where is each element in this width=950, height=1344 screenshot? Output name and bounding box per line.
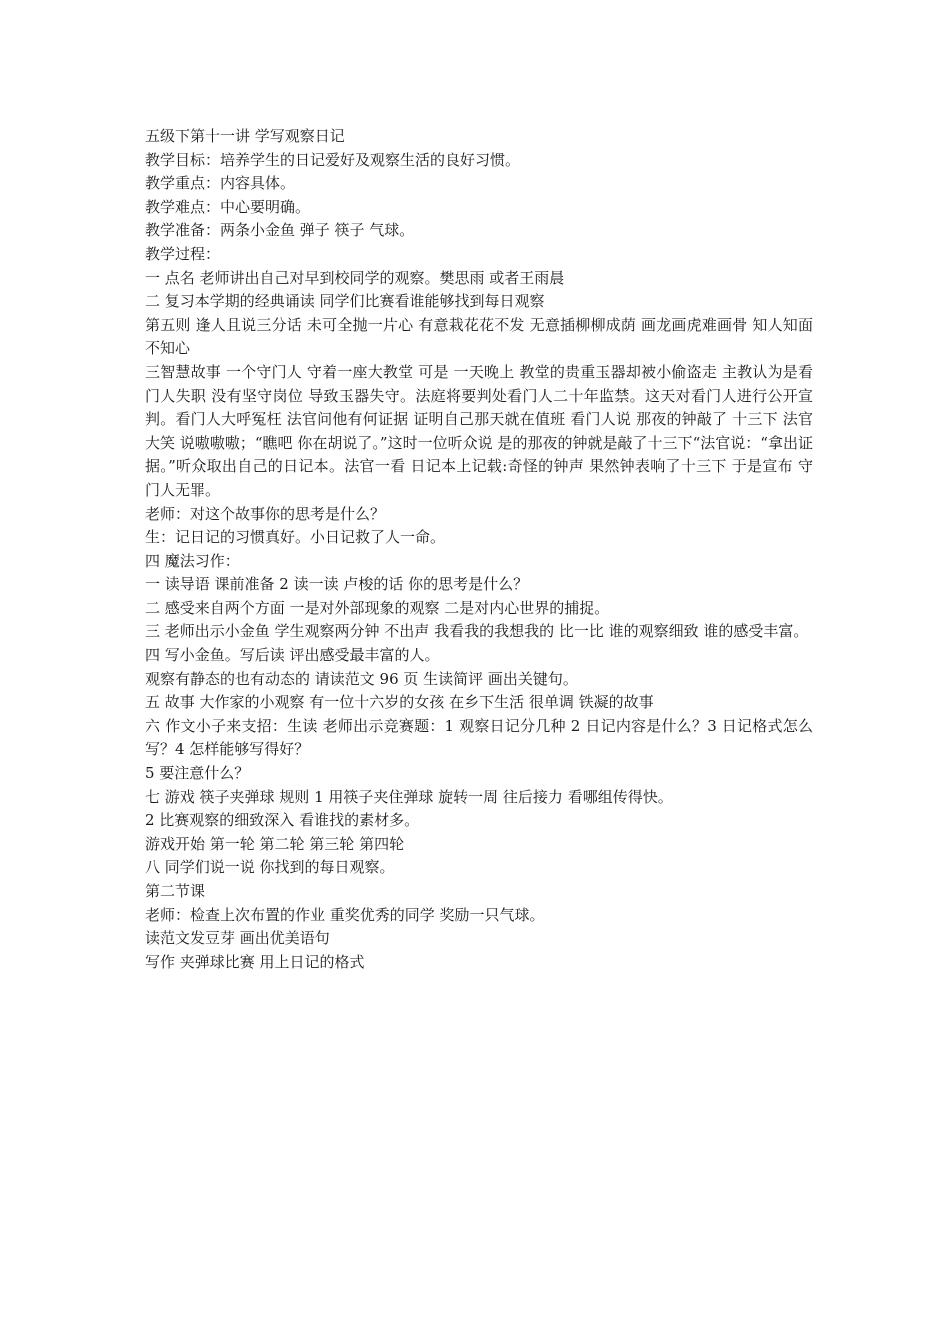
document-title: 五级下第十一讲 学写观察日记: [145, 127, 345, 145]
paragraph: 读范文发豆芽 画出优美语句: [145, 929, 330, 948]
paragraph: 观察有静态的也有动态的 请读范文 96 页 生读简评 画出关键句。: [145, 669, 578, 688]
paragraph: 2 比赛观察的细致深入 看谁找的素材多。: [145, 811, 420, 830]
section-heading: 第二节课: [145, 882, 206, 900]
document-body: [145, 125, 813, 974]
paragraph: 老师：检查上次布置的作业 重奖优秀的同学 奖励一只气球。: [145, 905, 545, 924]
paragraph: 八 同学们说一说 你找到的每日观察。: [145, 858, 395, 877]
paragraph: 六 作文小子来支招：生读 老师出示竞赛题：1 观察日记分几种 2 日记内容是什么？3 日记格式怎么写？4 怎样能够写得好？: [145, 716, 813, 759]
paragraph: 二 复习本学期的经典诵读 同学们比赛看谁能够找到每日观察: [145, 292, 545, 311]
teaching-objective: 教学目标：培养学生的日记爱好及观察生活的良好习惯。: [145, 150, 521, 169]
paragraph: 七 游戏 筷子夹弹球 规则 1 用筷子夹住弹球 旋转一周 往后接力 看哪组传得快。: [145, 787, 673, 806]
story-paragraph: 三智慧故事 一个守门人 守着一座大教堂 可是 一天晚上 教堂的贵重玉器却被小偷盗走 主教认为是看门人失职 没有坚守岗位 导致玉器失守。法庭将要判处看门人二十年监禁。这天对看门人进行公开宣判。看门人大呼冤枉 法官问他有何证据 证明自己那天就在值班 看门人说 那夜的钟敲了 十三下 法官大笑 说嗷嗷嗷；“瞧吧 你在胡说了。”这时一位听众说 是的那夜的钟就是敲了十三下“法官说：“拿出证据。”听众取出自己的日记本。法官一看 日记本上记载:奇怪的钟声 果然钟表响了十三下 于是宣布 守门人无罪。: [145, 362, 813, 499]
paragraph: 一 读导语 课前准备 2 读一读 卢梭的话 你的思考是什么？: [145, 575, 529, 594]
teaching-focus: 教学重点：内容具体。: [145, 174, 296, 193]
paragraph: 四 写小金鱼。写后读 评出感受最丰富的人。: [145, 646, 440, 665]
teaching-preparation: 教学准备：两条小金鱼 弹子 筷子 气球。: [145, 221, 415, 240]
teaching-difficulty: 教学难点：中心要明确。: [145, 197, 311, 216]
section-heading: 四 魔法习作：: [145, 551, 240, 570]
paragraph: 二 感受来自两个方面 一是对外部现象的观察 二是对内心世界的捕捉。: [145, 598, 610, 617]
paragraph: 五 故事 大作家的小观察 有一位十六岁的女孩 在乡下生活 很单调 铁凝的故事: [145, 693, 654, 712]
paragraph: 三 老师出示小金鱼 学生观察两分钟 不出声 我看我的我想我的 比一比 谁的观察细致 谁的感受丰富。: [145, 622, 809, 641]
paragraph: 写作 夹弹球比赛 用上日记的格式: [145, 952, 365, 971]
paragraph: 老师：对这个故事你的思考是什么？: [145, 504, 386, 523]
paragraph: 一 点名 老师讲出自己对早到校同学的观察。樊思雨 或者王雨晨: [145, 268, 565, 287]
paragraph: 生：记日记的习惯真好。小日记救了人一命。: [145, 528, 446, 547]
paragraph: 游戏开始 第一轮 第二轮 第三轮 第四轮: [145, 834, 405, 853]
teaching-process-heading: 教学过程：: [145, 244, 221, 263]
paragraph: 5 要注意什么？: [145, 764, 250, 783]
paragraph: 第五则 逢人且说三分话 未可全抛一片心 有意栽花花不发 无意插柳柳成荫 画龙画虎难画骨 知人知面不知心: [145, 315, 813, 358]
